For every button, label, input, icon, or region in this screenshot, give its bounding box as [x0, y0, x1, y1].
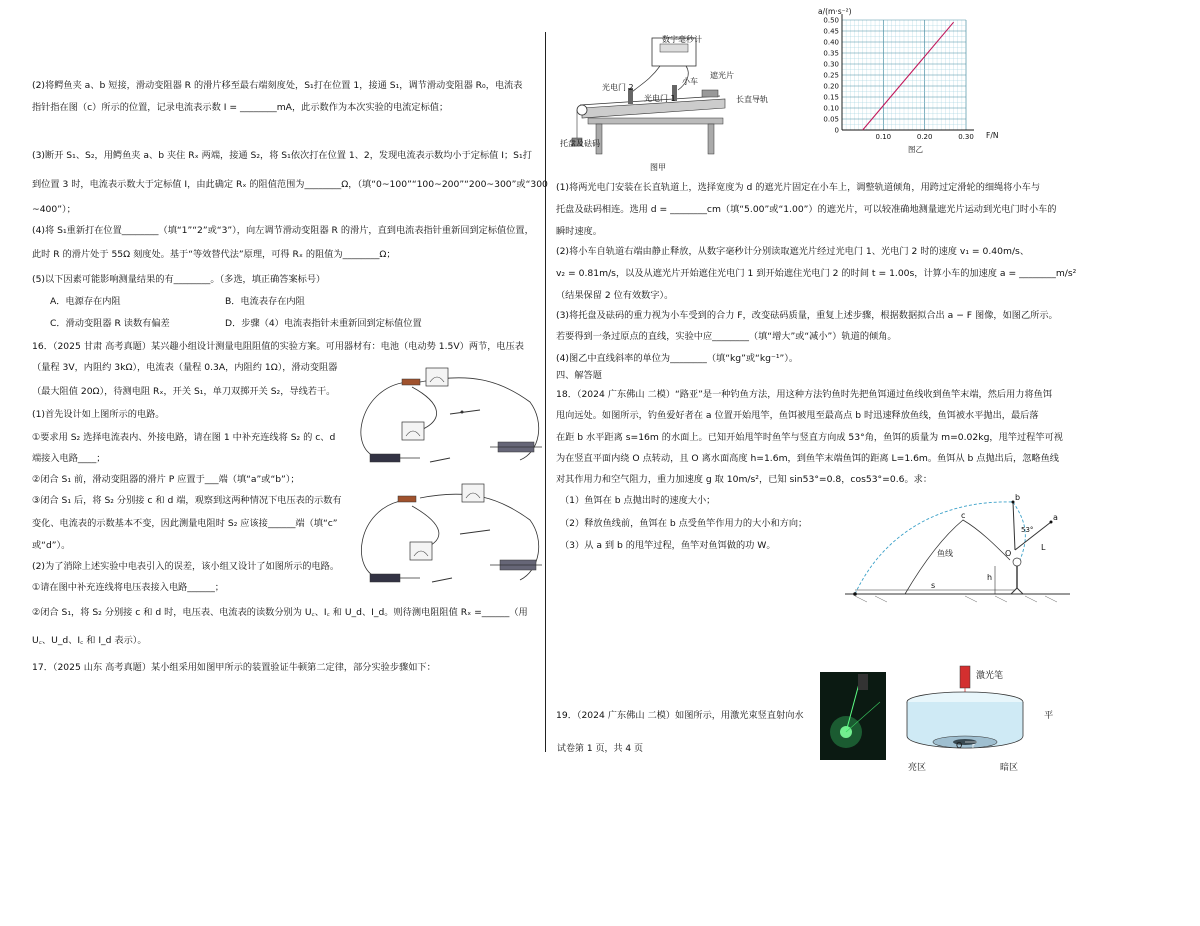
y-tick-label: 0.05 — [823, 115, 839, 124]
x-tick-label: 0.30 — [958, 133, 974, 141]
laser-water-diagram — [900, 664, 1045, 774]
chart-caption: 图乙 — [908, 145, 923, 154]
chart-ylabel: a/(m·s⁻²) — [818, 7, 852, 16]
q18-line3: 在距 b 水平距离 s=16m 的水面上。已知开始甩竿时鱼竿与竖直方向成 53°角，鱼饵的质量为 m=0.02kg，甩竿过程竿可视 — [556, 432, 1063, 443]
label-bright: 亮区 — [908, 763, 927, 773]
y-tick-label: 0.30 — [823, 60, 839, 69]
label-cart: 小车 — [682, 77, 698, 86]
section-heading: 四、解答题 — [556, 370, 602, 381]
q16-line9: 变化、电流表的示数基本不变，因此测量电阻时 S₂ 应该接______端（填“c” — [32, 518, 338, 529]
q17-line8: 若要得到一条过原点的直线，实验中应________（填“增大”或“减小”）轨道的倾角。 — [556, 331, 897, 342]
chart-grid — [842, 20, 966, 130]
y-tick-label: 0.15 — [823, 93, 839, 102]
option-a: A．电源存在内阻 — [50, 296, 121, 307]
x-tick-label: 0.20 — [916, 133, 933, 141]
q16-line8: ③闭合 S₁ 后，将 S₂ 分别接 c 和 d 端，观察到这两种情况下电压表的示数有 — [32, 495, 342, 506]
y-tick-label: 0.50 — [823, 16, 839, 25]
p3-line1: (3)断开 S₁、S₂，用鳄鱼夹 a、b 夹住 Rₓ 两端，接通 S₂，将 S₁依次打在位置 1、2，发现电流表示数均小于定标值 I；S₁打 — [32, 150, 532, 161]
label-timer: 数字毫秒计 — [662, 35, 702, 44]
q16-line6: 端接入电路____； — [32, 453, 106, 464]
apparatus-figure — [560, 30, 790, 180]
y-tick-label: 0.25 — [823, 71, 839, 80]
q17-intro: 17．（2025 山东 高考真题）某小组采用如图甲所示的装置验证牛顿第二定律，部分实验步骤如下： — [32, 662, 436, 673]
label-c: c — [961, 511, 966, 520]
label-angle: 53° — [1021, 526, 1034, 534]
q18-sub3: （3）从 a 到 b 的甩竿过程，鱼竿对鱼饵做的功 W。 — [560, 540, 776, 551]
y-tick-label: 0.10 — [823, 104, 839, 113]
a-f-chart — [816, 4, 1016, 156]
q17-line4: (2)将小车自轨道右端由静止释放，从数字毫秒计分别读取遮光片经过光电门 1、光电门 2 时的速度 v₁ = 0.40m/s、 — [556, 246, 1030, 257]
label-o: O — [1005, 549, 1012, 558]
caption-jia: 图甲 — [650, 163, 666, 172]
label-r: r — [972, 742, 975, 750]
q16-line14: U꜀、U_d、I꜀ 和 I_d 表示）。 — [32, 635, 147, 646]
q16-line11: (2)为了消除上述实验中电表引入的误差，该小组又设计了如图所示的电路。 — [32, 561, 340, 572]
label-s: s — [931, 581, 936, 590]
q17-line6: （结果保留 2 位有效数字）。 — [556, 290, 674, 301]
q16-line5: ①要求用 S₂ 选择电流表内、外接电路，请在图 1 中补充连线将 S₂ 的 c、d — [32, 432, 336, 443]
label-gate1: 光电门 1 — [644, 94, 676, 103]
p4-line2: 此时 R 的滑片处于 55Ω 刻度处。基于“等效替代法”原理，可得 Rₓ 的阻值为________Ω； — [32, 249, 396, 260]
circuit-diagram-1 — [350, 362, 545, 470]
column-divider — [545, 32, 546, 752]
p4-line1: (4)将 S₁重新打在位置________（填“1”“2”或“3”），向左调节滑动变阻器 R 的滑片，直到电流表指针重新回到定标值位置， — [32, 225, 534, 236]
q17-line5: v₂ = 0.81m/s，以及从遮光片开始遮住光电门 1 到开始遮住光电门 2 的时间 t = 1.00s，计算小车的加速度 a = ________m/s² — [556, 268, 1077, 279]
label-rail: 长直导轨 — [736, 95, 768, 104]
label-o-center: O — [956, 741, 963, 750]
q18-line2: 甩向远处。如图所示，钓鱼爱好者在 a 位置开始甩竿，鱼饵被甩至最高点 b 时迅速释放鱼线，鱼饵被水平抛出，最后落 — [556, 410, 1039, 421]
p2-line1: (2)将鳄鱼夹 a、b 短接，滑动变阻器 R 的滑片移至最右端刻度处，S₁打在位置 1，接通 S₁，调节滑动变阻器 R₀，电流表 — [32, 80, 523, 91]
q18-line5: 对其作用力和空气阻力，重力加速度 g 取 10m/s²，已知 sin53°=0.8，cos53°=0.6。求： — [556, 474, 933, 485]
q17-line3: 瞬时速度。 — [556, 226, 602, 237]
y-tick-label: 0.45 — [823, 27, 839, 36]
option-d: D．步骤（4）电流表指针未重新回到定标值位置 — [225, 318, 422, 329]
option-c: C．滑动变阻器 R 读数有偏差 — [50, 318, 170, 329]
label-a: a — [1053, 513, 1058, 522]
q17-line2: 托盘及砝码相连。选用 d = ________cm（填“5.00”或“1.00”）的遮光片，可以较准确地测量遮光片运动到光电门时小车的 — [556, 204, 1057, 215]
q19-end: 平 — [1044, 710, 1054, 721]
q18-sub2: （2）释放鱼线前，鱼饵在 b 点受鱼竿作用力的大小和方向； — [560, 518, 808, 529]
q16-line13: ②闭合 S₁，将 S₂ 分别接 c 和 d 时，电压表、电流表的读数分别为 U꜀、I꜀ 和 U_d、I_d。则待测电阻阻值 Rₓ =______（用 — [32, 607, 528, 618]
y-tick-label: 0.20 — [823, 82, 839, 91]
p2-line2: 指针指在图（c）所示的位置，记录电流表示数 I = ________mA，此示数作为本次实验的电流定标值； — [32, 102, 449, 113]
q16-line7: ②闭合 S₁ 前，滑动变阻器的滑片 P 应置于___端（填“a”或“b”）； — [32, 474, 300, 485]
q16-line10: 或“d”）。 — [32, 540, 71, 551]
q17-line1: (1)将两光电门安装在长直轨道上，选择宽度为 d 的遮光片固定在小车上，调整轨道倾角，用跨过定滑轮的细绳将小车与 — [556, 182, 1041, 193]
q16-line12: ①请在图中补充连线将电压表接入电路______； — [32, 582, 224, 593]
q16-line1: 16．（2025 甘肃 高考真题）某兴趣小组设计测量电阻阻值的实验方案。可用器材有：电池（电动势 1.5V）两节，电压表 — [32, 341, 524, 352]
q19-intro: 19．（2024 广东佛山 二模）如图所示，用激光束竖直射向水 — [556, 710, 804, 721]
q17-line7: (3)将托盘及砝码的重力视为小车受到的合力 F，改变砝码质量，重复上述步骤，根据数据拟合出 a − F 图像，如图乙所示。 — [556, 310, 1058, 321]
q18-sub1: （1）鱼饵在 b 点抛出时的速度大小； — [560, 495, 716, 506]
q17-line9: (4)图乙中直线斜率的单位为________（填“kg”或“kg⁻¹”）。 — [556, 353, 799, 364]
page-footer: 试卷第 1 页，共 4 页 — [557, 744, 643, 754]
q16-line4: (1)首先设计如上图所示的电路。 — [32, 409, 165, 420]
q18-line4: 为在竖直平面内绕 O 点转动，且 O 离水面高度 h=1.6m，到鱼竿末端鱼饵的距离 L=1.6m。鱼饵从 b 点抛出后，忽略鱼线 — [556, 453, 1059, 464]
label-line: 鱼线 — [937, 549, 953, 558]
q16-line2: （量程 3V，内阻约 3kΩ），电流表（量程 0.3A，内阻约 1Ω），滑动变阻器 — [32, 362, 338, 373]
fishing-figure — [845, 490, 1075, 610]
y-tick-label: 0.35 — [823, 49, 839, 58]
label-l: L — [1041, 543, 1046, 552]
p3-line3: ~400”）； — [32, 204, 76, 215]
option-b: B．电流表存在内阻 — [225, 296, 305, 307]
y-tick-label: 0 — [834, 126, 839, 135]
label-weights: 托盘及砝码 — [560, 139, 600, 148]
p5: (5)以下因素可能影响测量结果的有________。（多选，填正确答案标号） — [32, 274, 326, 285]
label-h: h — [987, 573, 993, 582]
circuit-diagram-2 — [350, 478, 545, 590]
chart-xlabel: F/N — [986, 131, 999, 140]
q18-line1: 18．（2024 广东佛山 二模）“路亚”是一种钓鱼方法，用这种方法钓鱼时先把鱼饵通过鱼线收到鱼竿末端，然后用力将鱼饵 — [556, 389, 1053, 400]
q16-line3: （最大阻值 20Ω），待测电阻 Rₓ，开关 S₁，单刀双掷开关 S₂，导线若干。 — [32, 386, 336, 397]
x-tick-label: 0.10 — [875, 133, 892, 141]
label-b: b — [1015, 493, 1021, 502]
label-dark: 暗区 — [1000, 763, 1019, 773]
label-gate2: 光电门 2 — [602, 83, 634, 92]
label-laser: 激光笔 — [976, 671, 1004, 681]
label-shade: 遮光片 — [710, 71, 734, 80]
y-tick-label: 0.40 — [823, 38, 839, 47]
p3-line2: 到位置 3 时，电流表示数大于定标值 I，由此确定 Rₓ 的阻值范围为________Ω，（填“0~100”“100~200”“200~300”或“300 — [32, 179, 548, 190]
